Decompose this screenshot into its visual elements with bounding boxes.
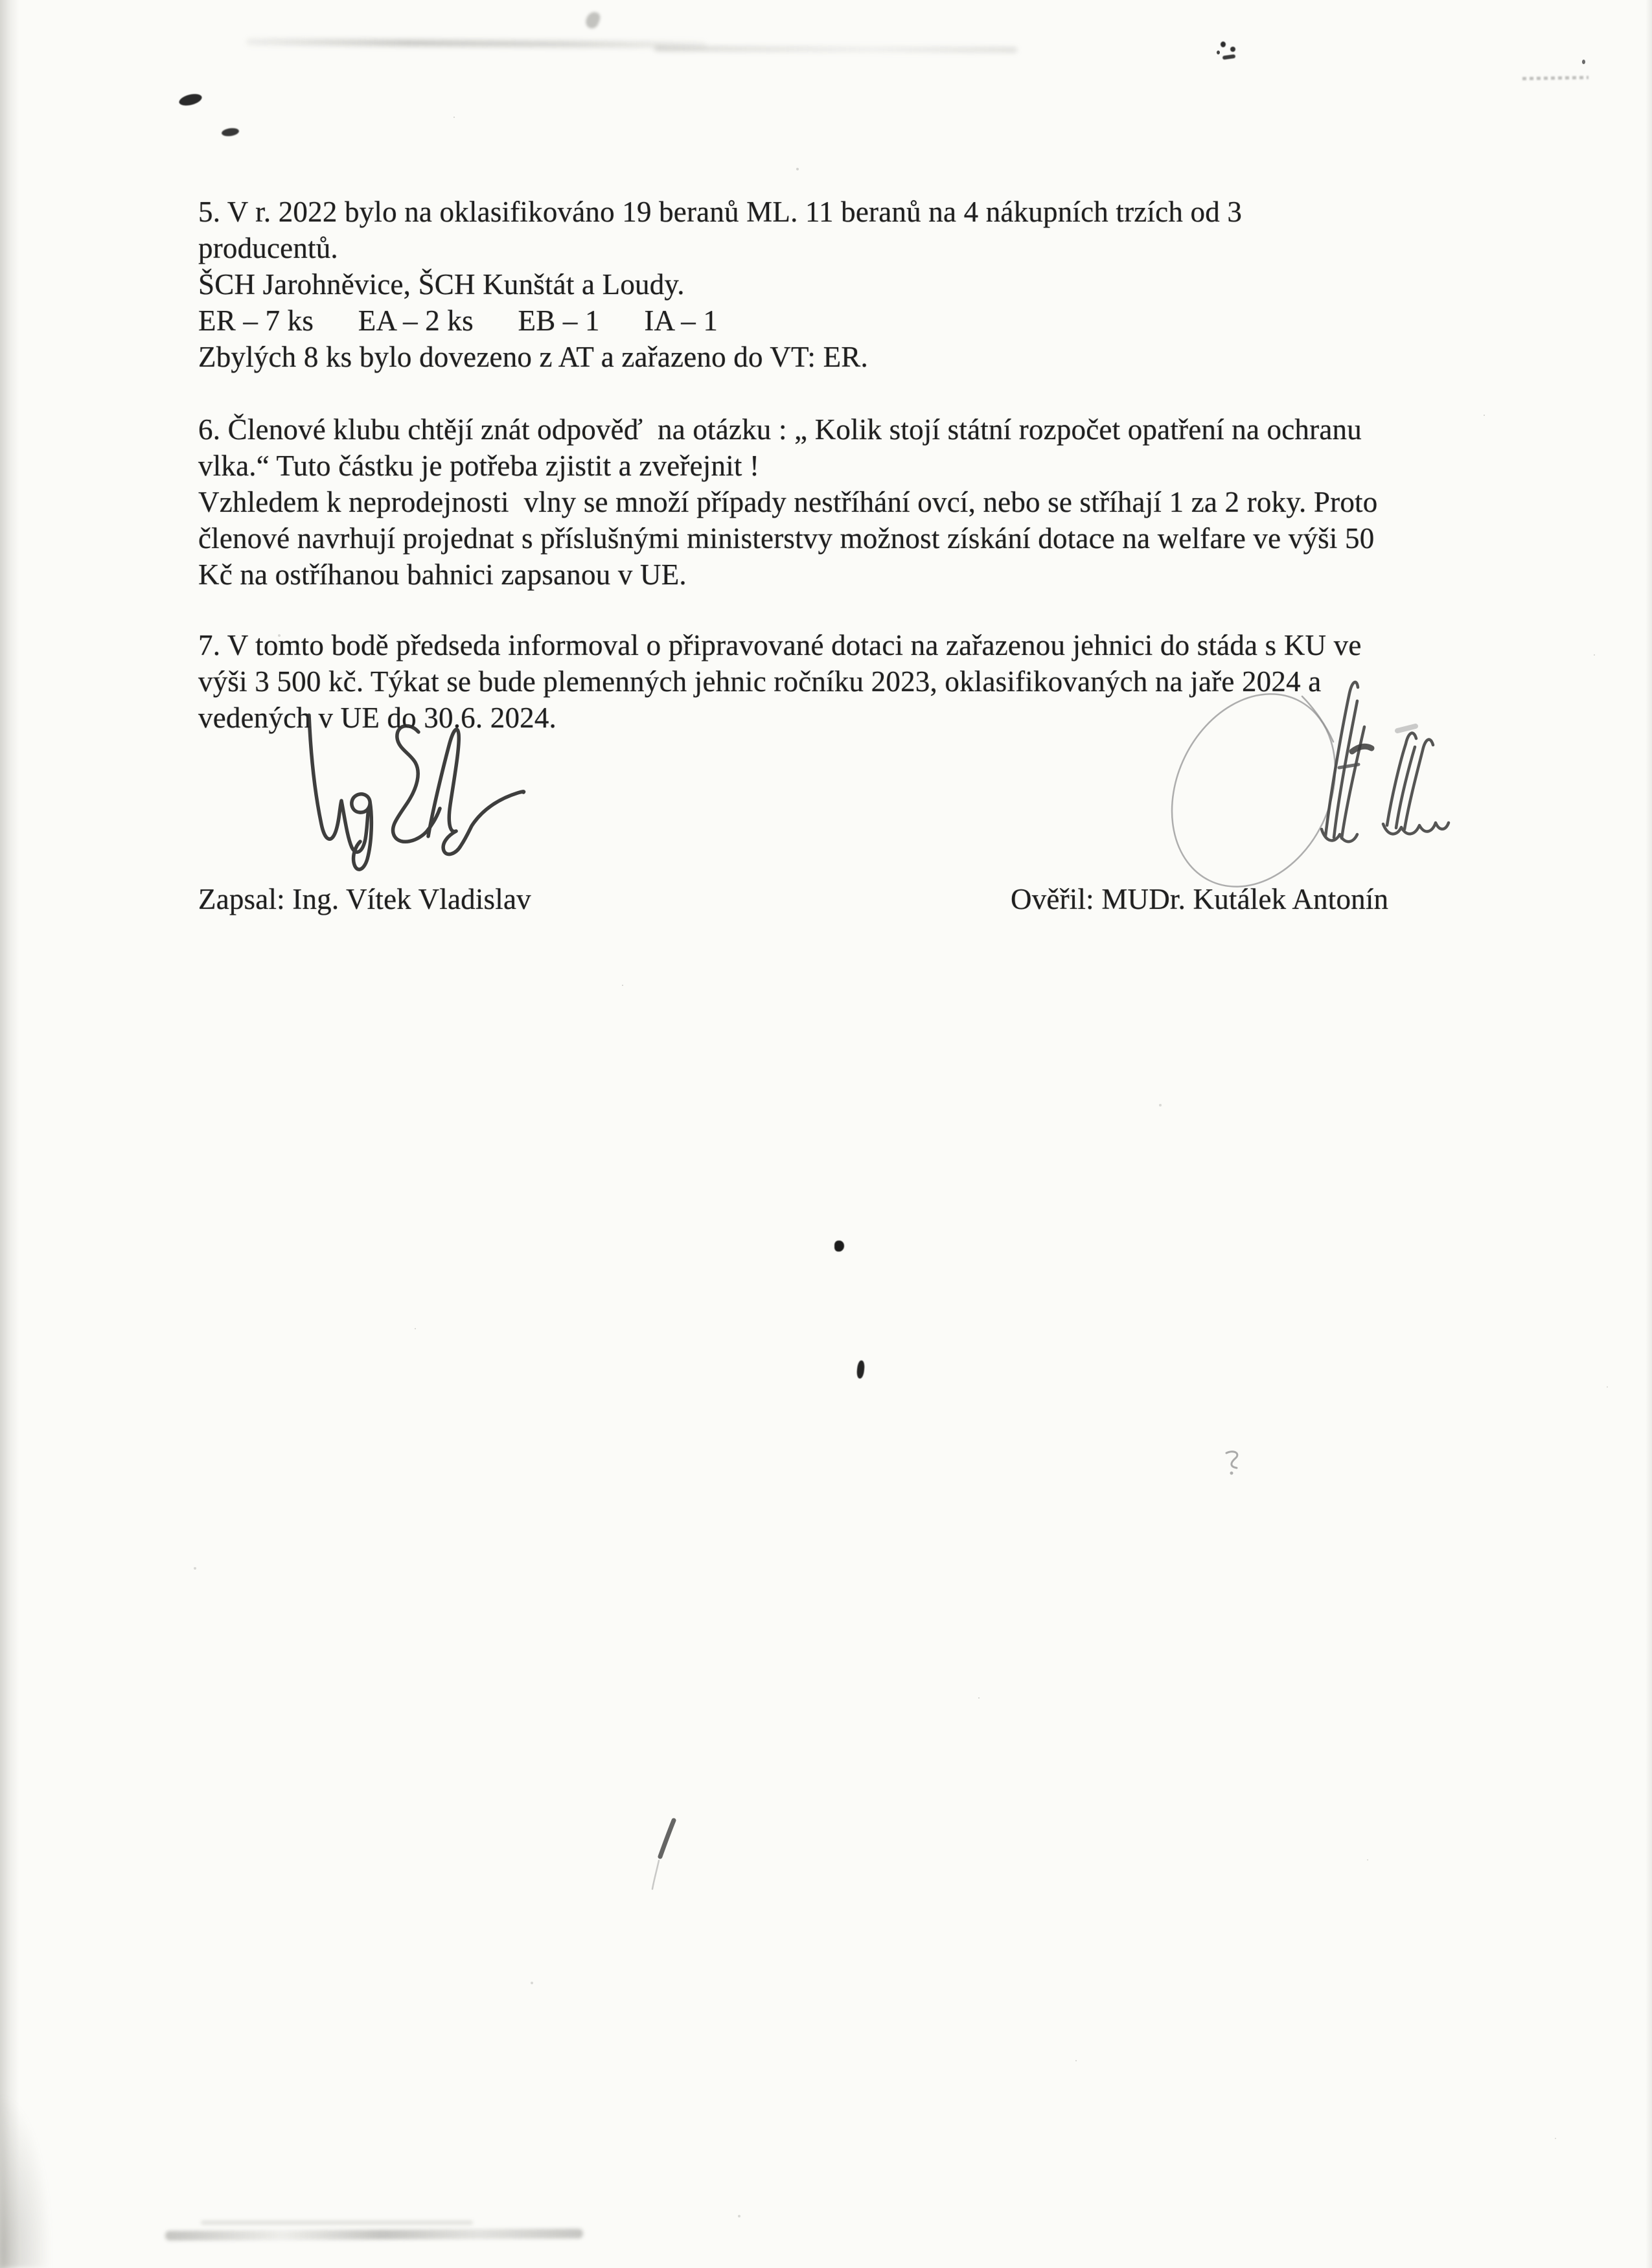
scan-edge-shading <box>0 0 19 2268</box>
ink-speck-artifact <box>1230 47 1235 52</box>
pen-slash-artifact <box>652 1820 674 1889</box>
text-line: ŠCH Jarohněvice, ŠCH Kunštát a Loudy. <box>198 268 685 301</box>
gray-streak-artifact <box>1522 76 1589 80</box>
text-line: vedených v UE do 30.6. 2024. <box>198 702 557 734</box>
signature-left <box>309 715 524 869</box>
text-line: ER – 7 ks EA – 2 ks EB – 1 IA – 1 <box>198 304 718 337</box>
pencil-smudge-artifact <box>246 39 706 49</box>
showthrough-smudge-artifact <box>165 2228 583 2240</box>
showthrough-smudge-artifact <box>201 2221 473 2225</box>
text-line: vlka.“ Tuto částku je potřeba zjistit a zveřejnit ! <box>198 450 760 482</box>
text-line: Kč na ostříhanou bahnici zapsanou v UE. <box>198 558 687 591</box>
scan-edge-shading <box>1646 0 1652 2268</box>
gray-speck-artifact <box>584 10 602 30</box>
verified-by-label: Ověřil: MUDr. Kutálek Antonín <box>1011 883 1389 915</box>
scan-edge-shading <box>0 2092 52 2268</box>
recorded-by-label: Zapsal: Ing. Vítek Vladislav <box>198 883 531 915</box>
text-line: producentů. <box>198 232 338 264</box>
pencil-smudge-artifact <box>654 46 1017 52</box>
text-line: 6. Členové klubu chtějí znát odpověď na otázku : „ Kolik stojí státní rozpočet opatření na ochranu <box>198 413 1362 446</box>
ink-speck-artifact <box>1217 51 1220 54</box>
text-line: 7. V tomto bodě předseda informoval o připravované dotaci na zařazenou jehnici do stáda s KU ve <box>198 629 1362 661</box>
paper-noise-specks <box>453 117 455 118</box>
ink-dash-artifact <box>221 127 239 137</box>
ink-dot-artifact <box>834 1241 844 1252</box>
gray-squiggle-artifact <box>1226 1452 1237 1475</box>
text-line: členové navrhují projednat s příslušnými ministerstvy možnost získání dotace na welfare ve výši 50 <box>198 522 1375 555</box>
ink-dot-artifact <box>856 1360 866 1379</box>
text-line: 5. V r. 2022 bylo na oklasifikováno 19 beranů ML. 11 beranů na 4 nákupních trzích od 3 <box>198 196 1243 228</box>
paragraph-5 <box>198 194 1242 375</box>
ink-speck-artifact <box>1222 54 1236 60</box>
text-line: výši 3 500 kč. Týkat se bude plemenných jehnic ročníku 2023, oklasifikovaných na jaře 2024 a <box>198 665 1322 698</box>
ink-dash-artifact <box>178 92 203 108</box>
paragraph-7 <box>198 627 1362 736</box>
paragraph-6 <box>198 411 1377 593</box>
ink-speck-artifact <box>1221 41 1226 47</box>
text-line: Vzhledem k neprodejnosti vlny se množí případy nestříhání ovcí, nebo se stříhají 1 za 2 roky. Proto <box>198 486 1378 518</box>
ink-speck-artifact <box>1582 60 1585 64</box>
text-line: Zbylých 8 ks bylo dovezeno z AT a zařazeno do VT: ER. <box>198 341 868 373</box>
